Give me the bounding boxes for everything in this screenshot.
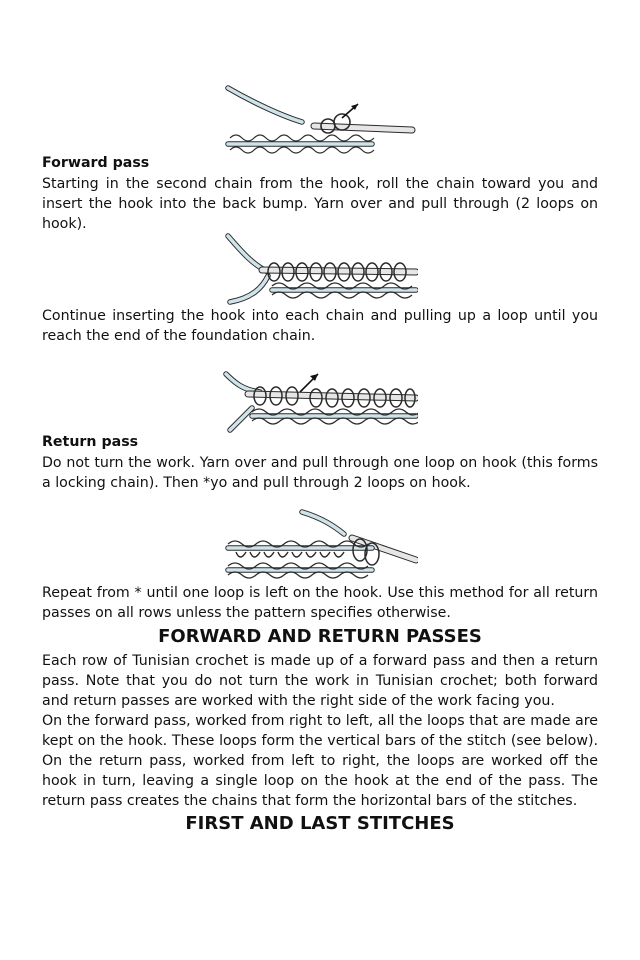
return-pass-text: Do not turn the work. Yarn over and pull through one loop on hook (this forms a locking chain). Then *yo and pull through 2 loops on hook. — [42, 455, 598, 491]
crochet-return-pass-locking-illustration — [222, 364, 418, 442]
crochet-forward-pass-step1-illustration — [222, 82, 418, 160]
forward-and-return-para1: Each row of Tunisian crochet is made up of a forward pass and then a return pass. Note that you do not turn the work in Tunisian crochet; both forward and return passes are worked with the right side of the work facing you. — [42, 653, 598, 709]
crochet-return-pass-end-illustration — [222, 508, 418, 586]
forward-and-return-para2: On the forward pass, worked from right to left, all the loops that are made are kept on the hook. These loops form the vertical bars of the stitch (see below). On the return pass, worked from left to right, the loops are worked off the hook in turn, leaving a single loop on the hook at the end of the pass. The return pass creates the chains that form the horizontal bars of the stitches. — [42, 713, 598, 809]
forward-pass-heading: Forward pass — [42, 155, 150, 171]
forward-pass-text: Starting in the second chain from the hook, roll the chain toward you and insert the hook into the back bump. Yarn over and pull through (2 loops on hook). — [42, 176, 598, 232]
crochet-loops-on-hook-illustration — [222, 232, 418, 310]
return-pass-heading: Return pass — [42, 434, 139, 450]
forward-and-return-passes-title: FORWARD AND RETURN PASSES — [158, 626, 482, 647]
continue-text: Continue inserting the hook into each chain and pulling up a loop until you reach the end of the foundation chain. — [42, 308, 598, 344]
repeat-text: Repeat from * until one loop is left on the hook. Use this method for all return passes on all rows unless the pattern specifies otherwise. — [42, 585, 598, 621]
first-and-last-stitches-title: FIRST AND LAST STITCHES — [185, 813, 455, 834]
